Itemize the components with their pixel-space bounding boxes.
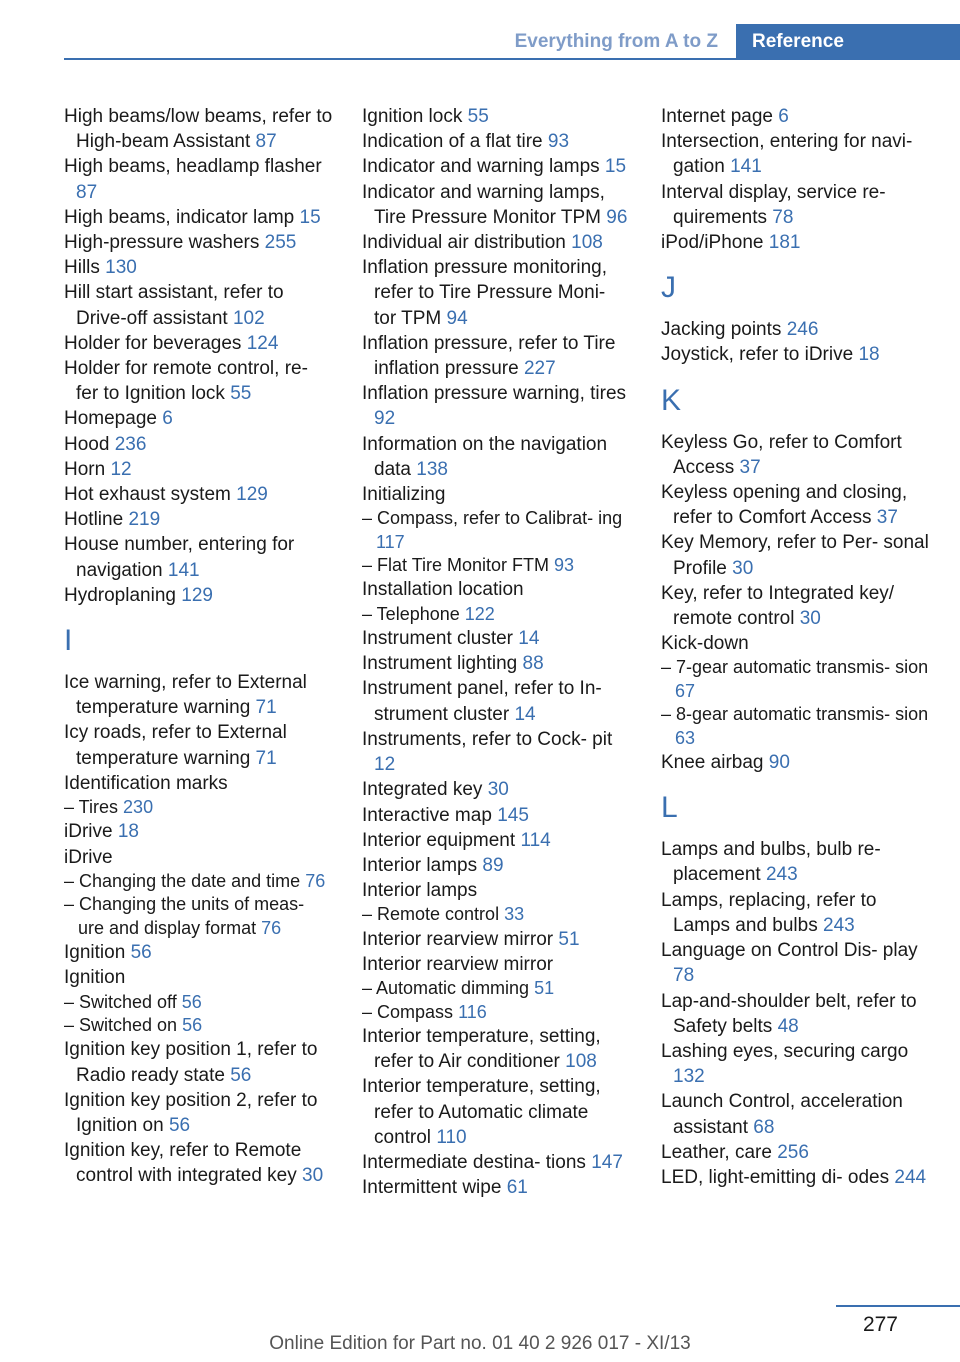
index-entry-text: Ignition (64, 967, 126, 989)
index-entry (362, 255, 632, 331)
page-link[interactable]: 67 (675, 680, 696, 701)
index-entry-text: Installation location (362, 579, 524, 601)
index-entry (661, 1039, 931, 1089)
page-link[interactable]: 18 (117, 821, 139, 843)
index-entry (661, 837, 931, 887)
page-link[interactable]: 130 (105, 257, 137, 279)
page-link[interactable]: 244 (894, 1166, 927, 1188)
index-entry (64, 356, 334, 406)
index-entry-text: Instrument panel, refer to In- strument cluster (362, 678, 602, 725)
index-entry-text: Interior temperature, setting, refer to Automatic climate control (362, 1076, 601, 1148)
index-entry (661, 938, 931, 988)
page-link[interactable]: 18 (858, 344, 880, 366)
page-link[interactable]: 37 (876, 507, 898, 529)
index-entry-text: Integrated key (362, 779, 483, 801)
index-subentry (661, 703, 931, 750)
page-link[interactable]: 138 (416, 458, 448, 480)
index-entry-text: Instruments, refer to Cock- pit (362, 728, 613, 750)
page-link[interactable]: 110 (436, 1126, 467, 1148)
index-entry-text: Ice warning, refer to External temperature warning (64, 672, 307, 719)
index-entry-text: High beams, indicator lamp (64, 206, 295, 228)
page-link[interactable]: 30 (302, 1165, 324, 1187)
index-subentry (362, 603, 632, 626)
page-link[interactable]: 108 (571, 232, 603, 254)
index-subentry (64, 870, 334, 893)
index-entry (64, 104, 334, 154)
index-column-3 (661, 104, 931, 1190)
index-entry (64, 482, 334, 507)
page-link[interactable]: 124 (246, 332, 279, 354)
index-subentry (64, 1014, 334, 1037)
page-link[interactable]: 71 (255, 697, 277, 719)
index-entry (661, 750, 931, 775)
index-entry (362, 777, 632, 802)
index-entry-text: Indicator and warning lamps (362, 156, 600, 178)
index-entry-text: – Flat Tire Monitor FTM (362, 555, 550, 576)
page-link[interactable]: 243 (823, 914, 855, 936)
index-subentry (661, 656, 931, 703)
index-entry (64, 965, 334, 990)
index-entry-text: Ignition key position 2, refer to Ignition on (64, 1089, 318, 1136)
index-entry (661, 317, 931, 342)
index-entry (64, 532, 334, 582)
page-link[interactable]: 14 (518, 628, 540, 650)
index-entry (64, 819, 334, 844)
index-entry (362, 828, 632, 853)
index-entry-text: Instrument cluster (362, 628, 513, 650)
page-link[interactable]: 51 (534, 978, 555, 999)
index-entry (64, 1088, 334, 1138)
index-entry (64, 432, 334, 457)
index-entry (362, 104, 632, 129)
page-link[interactable]: 108 (565, 1051, 597, 1073)
index-entry (64, 845, 334, 870)
page-link[interactable]: 219 (128, 509, 161, 531)
page-link[interactable]: 68 (753, 1116, 775, 1138)
index-entry (64, 255, 334, 280)
index-entry-text: Interior lamps (362, 880, 478, 902)
page-link[interactable]: 15 (299, 206, 321, 228)
index-entry (362, 1024, 632, 1074)
index-entry-text: Inflation pressure, refer to Tire inflation pressure (362, 332, 616, 380)
page-link[interactable]: 12 (374, 754, 396, 776)
index-entry-text: High beams/low beams, refer to High-beam Assistant (64, 106, 333, 153)
page-link[interactable]: 122 (464, 603, 495, 624)
index-entry-text: Knee airbag (661, 752, 764, 774)
page-link[interactable]: 6 (162, 408, 173, 430)
index-entry (661, 104, 931, 129)
page-link[interactable]: 61 (506, 1177, 528, 1199)
index-entry-text: Ignition key position 1, refer to Radio ready state (64, 1039, 318, 1086)
page-link[interactable]: 78 (772, 206, 794, 228)
page-link[interactable]: 88 (522, 653, 544, 675)
index-entry-text: Key Memory, refer to Per- sonal Profile (661, 532, 929, 579)
page-link[interactable]: 55 (230, 383, 252, 405)
page-link[interactable]: 129 (181, 584, 213, 606)
index-entry (362, 727, 632, 777)
index-column-2 (362, 104, 632, 1200)
index-entry (362, 381, 632, 431)
index-entry-text: Keyless opening and closing, refer to Comfort Access (661, 482, 908, 529)
index-entry-text: Initializing (362, 484, 446, 506)
footer-rule (836, 1305, 960, 1307)
index-entry-text: – Compass, refer to Calibrat- ing (362, 508, 623, 529)
index-entry-text: Homepage (64, 408, 157, 430)
index-entry (362, 154, 632, 179)
index-entry (661, 180, 931, 230)
index-entry-text: House number, entering for navigation (64, 534, 295, 581)
index-entry-text: Interior rearview mirror (362, 953, 554, 975)
index-entry (362, 878, 632, 903)
index-subentry (362, 1001, 632, 1024)
header-reference-tab[interactable]: Reference (736, 24, 960, 60)
index-entry (362, 129, 632, 154)
index-entry-text: – Tires (64, 797, 119, 818)
page-link[interactable]: 102 (232, 307, 265, 329)
page-link[interactable]: 71 (255, 747, 277, 769)
page-link[interactable]: 145 (497, 804, 529, 826)
index-entry-text: Jacking points (661, 319, 782, 341)
index-entry-text: Intermediate destina- tions (362, 1151, 586, 1173)
page-link[interactable]: 56 (230, 1064, 252, 1086)
index-entry-text: Lap-and-shoulder belt, refer to Safety belts (661, 990, 917, 1037)
index-entry-text: Launch Control, acceleration assistant (661, 1091, 903, 1138)
header-rule (64, 58, 960, 60)
index-letter-heading: I (64, 624, 73, 658)
page-link[interactable]: 55 (467, 106, 489, 127)
index-entry (362, 482, 632, 507)
index-entry (64, 1138, 334, 1188)
index-entry (362, 626, 632, 651)
index-entry (661, 581, 931, 631)
index-entry-text: – Telephone (362, 603, 460, 624)
index-entry-text: – Switched on (64, 1014, 178, 1035)
page-link[interactable]: 132 (673, 1066, 705, 1088)
index-entry-text: Kick-down (661, 633, 749, 655)
index-subentry (362, 507, 632, 554)
page-link[interactable]: 94 (446, 307, 468, 329)
index-entry-text: High beams, headlamp flasher (64, 156, 322, 178)
edition-footer: Online Edition for Part no. 01 40 2 926 017 - XI/13 (269, 1333, 691, 1354)
index-entry (661, 1165, 931, 1190)
page-link[interactable]: 6 (778, 106, 789, 127)
index-entry (64, 457, 334, 482)
index-entry-text: Interior temperature, setting, refer to Air conditioner (362, 1025, 601, 1073)
page-link[interactable]: 236 (114, 433, 147, 455)
index-entry (362, 676, 632, 726)
index-entry (64, 720, 334, 770)
index-entry-text: Interior rearview mirror (362, 928, 554, 950)
page-link[interactable]: 56 (181, 991, 202, 1012)
index-entry (362, 230, 632, 255)
page-link[interactable]: 56 (130, 942, 152, 964)
index-entry (64, 205, 334, 230)
index-entry (661, 1089, 931, 1139)
index-letter-heading: L (661, 791, 678, 825)
page-link[interactable]: 255 (264, 232, 297, 254)
header-section-title: Everything from A to Z (514, 31, 718, 52)
index-entry (64, 1037, 334, 1087)
page-link[interactable]: 30 (799, 608, 821, 630)
index-entry-text: – 7-gear automatic transmis- sion (661, 657, 929, 678)
index-entry (362, 1150, 632, 1175)
index-entry-text: Hot exhaust system (64, 484, 231, 506)
index-entry-text: Interior lamps (362, 854, 478, 876)
index-entry (661, 530, 931, 580)
page-number: 277 (862, 1313, 898, 1336)
index-letter-heading: K (661, 383, 682, 417)
index-entry-text: Lashing eyes, securing cargo (661, 1040, 909, 1062)
page-link[interactable]: 87 (255, 131, 277, 153)
page-link[interactable]: 141 (167, 559, 200, 581)
page-link[interactable]: 89 (482, 854, 504, 876)
page-link[interactable]: 76 (261, 917, 282, 938)
page-link[interactable]: 76 (305, 870, 326, 891)
index-entry-text: – Changing the date and time (64, 870, 301, 891)
index-entry (362, 577, 632, 602)
index-entry-text: Instrument lighting (362, 653, 518, 675)
page-link[interactable]: 63 (675, 727, 696, 748)
page-link[interactable]: 93 (554, 555, 575, 576)
page-link[interactable]: 56 (168, 1114, 191, 1136)
page-link[interactable]: 12 (110, 458, 132, 480)
index-entry-text: – Remote control (362, 904, 500, 925)
index-entry-text: Internet page (661, 106, 773, 127)
index-entry-text: Interval display, service re- quirements (661, 181, 886, 228)
page-link[interactable]: 181 (768, 232, 801, 254)
index-entry (64, 670, 334, 720)
index-entry-text: Inflation pressure monitoring, refer to Tire Pressure Moni- tor TPM (362, 257, 608, 329)
index-entry (64, 507, 334, 532)
index-entry-text: High-pressure washers (64, 232, 260, 254)
page-link[interactable]: 141 (730, 156, 762, 178)
index-entry (362, 1074, 632, 1150)
page-link[interactable]: 96 (606, 206, 628, 228)
index-entry-text: Keyless Go, refer to Comfort Access (661, 431, 902, 478)
page-link[interactable]: 15 (604, 156, 627, 178)
page-header (64, 24, 960, 60)
index-entry-text: Individual air distribution (362, 232, 566, 254)
index-entry-text: Icy roads, refer to External temperature warning (64, 722, 287, 769)
index-entry-text: iDrive (64, 821, 113, 843)
page-link[interactable]: 48 (777, 1015, 799, 1037)
index-entry-text: – Compass (362, 1001, 454, 1022)
index-entry-text: Leather, care (661, 1141, 772, 1163)
index-entry (661, 631, 931, 656)
index-entry (362, 853, 632, 878)
index-entry (362, 927, 632, 952)
page-link[interactable]: 93 (547, 131, 570, 153)
index-entry-text: Interior equipment (362, 829, 516, 851)
index-entry-text: Hill start assistant, refer to Drive-off assistant (64, 282, 284, 329)
index-entry-text: Interactive map (362, 804, 492, 826)
index-subentry (64, 991, 334, 1014)
index-entry (661, 230, 931, 255)
page-link[interactable]: 30 (487, 779, 509, 801)
index-entry (362, 180, 632, 230)
page-link[interactable]: 14 (514, 703, 536, 725)
index-entry-text: Key, refer to Integrated key/ remote control (661, 582, 895, 630)
index-column-1 (64, 104, 334, 1189)
page-link[interactable]: 129 (236, 484, 268, 506)
index-entry (362, 952, 632, 977)
index-entry-text: Intermittent wipe (362, 1177, 502, 1199)
index-entry-text: – Changing the units of meas- ure and display format (64, 894, 305, 938)
index-entry (661, 342, 931, 367)
index-entry-text: Hydroplaning (64, 584, 176, 606)
index-entry-text: Hotline (64, 509, 124, 531)
page-link[interactable]: 117 (376, 531, 405, 552)
page-link[interactable]: 246 (786, 319, 819, 341)
index-entry-text: Hills (64, 257, 100, 279)
page-link[interactable]: 33 (504, 904, 525, 925)
index-entry-text: Ignition key, refer to Remote control with integrated key (64, 1140, 302, 1187)
index-entry-text: Intersection, entering for navi- gation (661, 131, 913, 178)
index-entry-text: Joystick, refer to iDrive (661, 344, 854, 366)
page-link[interactable]: 37 (739, 456, 761, 478)
index-entry-text: Lamps, replacing, refer to Lamps and bulbs (661, 889, 877, 936)
index-entry (64, 940, 334, 965)
page-link[interactable]: 92 (374, 408, 396, 430)
index-entry-text: Inflation pressure warning, tires (362, 383, 627, 405)
index-letter-heading: J (661, 271, 676, 305)
index-entry (64, 154, 334, 204)
index-entry (362, 803, 632, 828)
index-entry-text: Information on the navigation data (362, 433, 608, 480)
page-link[interactable]: 90 (768, 752, 790, 774)
page-link[interactable]: 56 (182, 1014, 203, 1035)
index-entry (64, 771, 334, 796)
page-link[interactable]: 230 (123, 797, 154, 818)
index-entry-text: Holder for beverages (64, 332, 242, 354)
index-subentry (64, 796, 334, 819)
index-entry-text: Ignition (64, 942, 126, 964)
page-link[interactable]: 227 (523, 358, 556, 380)
index-subentry (362, 903, 632, 926)
index-subentry (362, 977, 632, 1000)
index-entry (64, 280, 334, 330)
index-entry-text: Horn (64, 458, 106, 480)
page-link[interactable]: 114 (520, 829, 551, 851)
index-subentry (362, 554, 632, 577)
page-link[interactable]: 51 (558, 928, 580, 950)
index-entry-text: Holder for remote control, re- fer to Ignition lock (64, 358, 308, 405)
index-entry-text: LED, light-emitting di- odes (661, 1166, 890, 1188)
page-link[interactable]: 116 (458, 1001, 487, 1022)
index-subentry (64, 893, 334, 940)
index-entry (661, 480, 931, 530)
index-entry (64, 583, 334, 608)
index-entry-text: Indication of a flat tire (362, 131, 543, 153)
page-link[interactable]: 87 (76, 181, 98, 203)
index-entry (362, 1175, 632, 1200)
index-entry-text: iDrive (64, 846, 113, 868)
index-entry-text: – Automatic dimming (362, 978, 530, 999)
index-entry (362, 432, 632, 482)
index-entry (661, 1140, 931, 1165)
index-entry (661, 888, 931, 938)
page-link[interactable]: 78 (673, 965, 695, 987)
index-entry (661, 430, 931, 480)
page-link[interactable]: 147 (591, 1151, 623, 1173)
index-entry-text: Language on Control Dis- play (661, 940, 918, 962)
page-link[interactable]: 256 (777, 1141, 809, 1163)
index-entry (64, 406, 334, 431)
index-entry (362, 331, 632, 381)
index-entry-text: Lamps and bulbs, bulb re- placement (661, 839, 881, 886)
index-entry-text: Ignition lock (362, 106, 463, 127)
index-entry (362, 651, 632, 676)
index-entry (661, 129, 931, 179)
index-entry-text: – Switched off (64, 991, 177, 1012)
index-entry-text: iPod/iPhone (661, 232, 764, 254)
index-entry-text: Hood (64, 433, 110, 455)
index-entry-text: Identification marks (64, 772, 228, 794)
index-entry (64, 230, 334, 255)
page-link[interactable]: 30 (732, 557, 754, 579)
index-entry-text: Indicator and warning lamps, Tire Pressure Monitor TPM (362, 181, 605, 228)
index-entry (64, 331, 334, 356)
page-link[interactable]: 243 (765, 864, 798, 886)
index-entry (661, 989, 931, 1039)
index-entry-text: – 8-gear automatic transmis- sion (661, 704, 929, 725)
